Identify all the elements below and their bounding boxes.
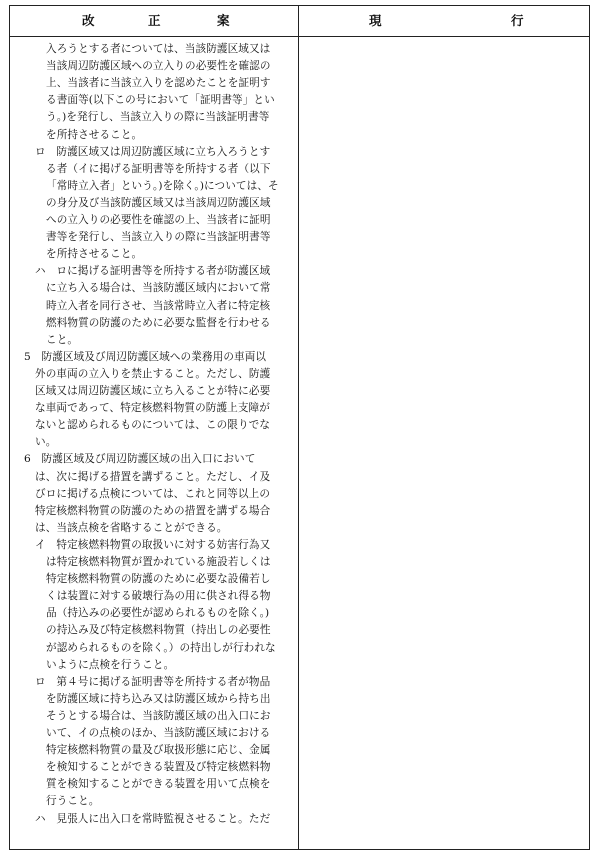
text-line: 品（持込みの必要性が認められるものを除く。) xyxy=(46,607,270,620)
comparison-table xyxy=(9,5,590,850)
text-line: が認められるものを除く。）の持出しが行われな xyxy=(46,641,276,654)
text-line: そうとする場合は、当該防護区域の出入口にお xyxy=(46,709,271,722)
text-line: は、当該点検を省略することができる。 xyxy=(35,521,228,534)
text-line: ロ 第４号に掲げる証明書等を所持する者が物品 xyxy=(35,675,271,688)
header-revised-char-2: 正 xyxy=(148,13,161,28)
text-line: への立入りの必要性を確認の上、当該者に証明 xyxy=(46,214,271,226)
text-line: 当該周辺防護区域への立入りの必要性を確認の xyxy=(46,60,271,73)
text-line: 燃料物質の防護のために必要な監督を行わせる xyxy=(46,316,271,329)
header-current xyxy=(299,6,589,36)
text-line: 区域又は周辺防護区域に立ち入ることが特に必要 xyxy=(35,385,271,397)
text-line: の持込み及び特定核燃料物質（持出しの必要性 xyxy=(46,624,271,637)
header-revised xyxy=(10,6,298,36)
text-line: ロ 防護区域又は周辺防護区域に立ち入ろうとす xyxy=(35,145,271,158)
text-line: い。 xyxy=(35,436,57,449)
current-text-column xyxy=(299,37,589,849)
text-line: ハ ロに掲げる証明書等を所持する者が防護区域 xyxy=(35,265,271,278)
text-line: を防護区域に持ち込み又は防護区域から持ち出 xyxy=(46,692,271,705)
text-line: を所持させること。 xyxy=(46,248,143,261)
text-line: る者（イに掲げる証明書等を所持する者（以下 xyxy=(46,162,271,175)
text-line: くは装置に対する破壊行為の用に供され得る物 xyxy=(46,590,271,603)
text-line: 特定核燃料物質の防護のために必要な設備若し xyxy=(46,573,271,586)
text-line: う。)を発行し、当該立入りの際に当該証明書等 xyxy=(46,111,270,124)
text-line: な車両であって、特定核燃料物質の防護上支障が xyxy=(35,402,270,415)
text-line: る書面等(以下この号において「証明書等」とい xyxy=(46,94,275,107)
text-line: ないと認められるものについては、この限りでな xyxy=(35,419,271,432)
text-line: を検知することができる装置及び特定核燃料物 xyxy=(46,761,271,774)
header-current-char-2: 行 xyxy=(511,13,524,28)
text-line: 特定核燃料物質の量及び取扱形態に応じ、金属 xyxy=(46,744,271,757)
text-line: 特定核燃料物質の防護のための措置を講ずる場合 xyxy=(35,504,271,517)
text-line: びロに掲げる点検については、これと同等以上の xyxy=(35,487,271,500)
text-line: イ 特定核燃料物質の取扱いに対する妨害行為又 xyxy=(35,538,271,551)
text-line: 5 防護区域及び周辺防護区域への業務用の車両以 xyxy=(24,350,267,363)
text-line: は特定核燃料物質が置かれている施設若しくは xyxy=(46,556,271,568)
text-line: に立ち入る場合は、当該防護区域内において常 xyxy=(46,282,271,295)
text-line: こと。 xyxy=(46,333,79,346)
text-line: 「常時立入者」という。)を除く。)については、そ xyxy=(46,179,279,192)
text-line: を所持させること。 xyxy=(46,128,143,141)
text-line: 入ろうとする者については、当該防護区域又は xyxy=(46,43,271,55)
text-line: 質を検知することができる装置を用いて点検を xyxy=(46,778,271,791)
text-line: 外の車両の立入りを禁止すること。ただし、防護 xyxy=(35,367,271,380)
text-line: 上、当該者に当該立入りを認めたことを証明す xyxy=(46,77,271,90)
header-revised-char-1: 改 xyxy=(82,13,95,28)
text-line: 6 防護区域及び周辺防護区域の出入口において xyxy=(24,453,256,466)
text-line: いて、イの点検のほか、当該防護区域における xyxy=(46,727,271,739)
header-revised-char-3: 案 xyxy=(217,13,230,28)
text-line: 時立入者を同行させ、当該常時立入者に特定核 xyxy=(46,299,271,312)
header-current-char-1: 現 xyxy=(369,13,382,28)
text-line: 行うこと。 xyxy=(46,795,100,808)
text-line: いように点検を行うこと。 xyxy=(46,658,175,671)
text-line: の身分及び当該防護区域又は当該周辺防護区域 xyxy=(46,196,271,209)
text-line: 書等を発行し、当該立入りの際に当該証明書等 xyxy=(46,231,271,244)
text-line: ハ 見張人に出入口を常時監視させること。ただ xyxy=(35,812,271,825)
text-line: は、次に掲げる措置を講ずること。ただし、イ及 xyxy=(35,470,271,483)
